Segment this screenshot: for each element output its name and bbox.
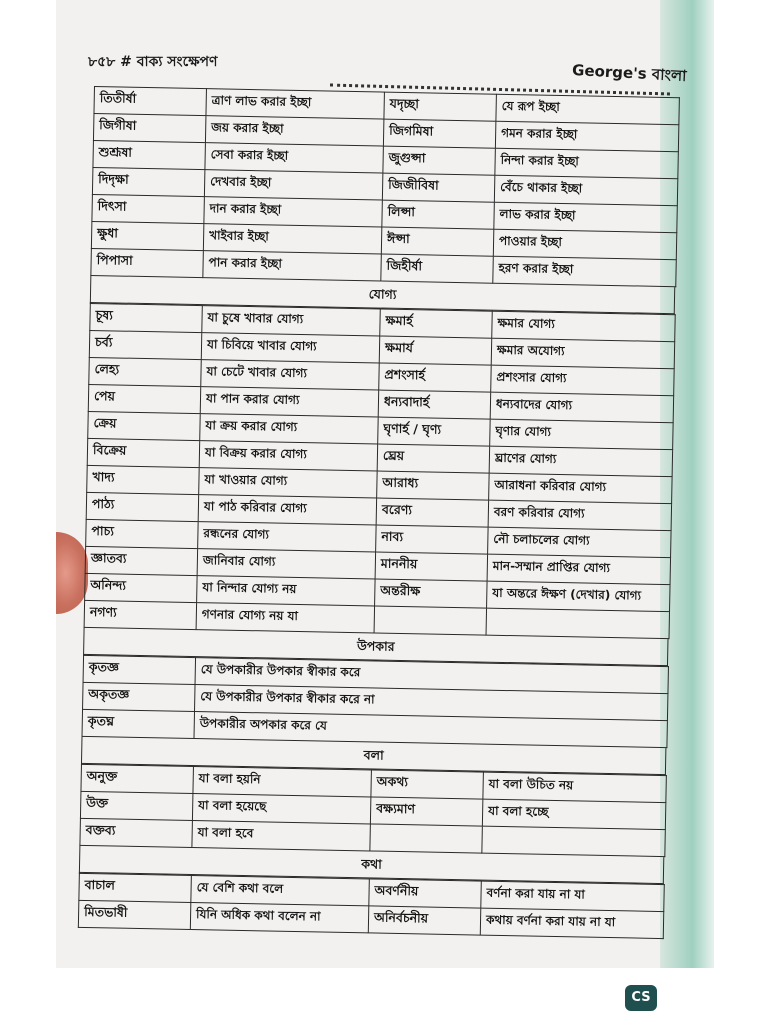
meaning-cell: জয় করার ইচ্ছা — [205, 116, 383, 146]
word-cell: অনুক্ত — [81, 764, 193, 793]
meaning-cell: বরণ করিবার যোগ্য — [488, 500, 671, 531]
word-cell: বাচাল — [79, 873, 191, 902]
word-cell: জিহীর্ষা — [381, 254, 493, 283]
meaning-cell: যা বলা হচ্ছে — [482, 799, 665, 830]
meaning-cell: নিন্দা করার ইচ্ছা — [495, 148, 678, 179]
word-cell: মাননীয় — [375, 552, 487, 581]
word-cell: অকৃতজ্ঞ — [83, 682, 195, 711]
meaning-cell: মান-সম্মান প্রাপ্তির যোগ্য — [487, 554, 670, 585]
meaning-cell: যা চেটে খাবার যোগ্য — [201, 360, 379, 390]
word-cell: পিপাসা — [91, 248, 203, 277]
word-cell: জিজীবিষা — [382, 173, 494, 202]
word-cell: পাচ্য — [86, 519, 198, 548]
word-cell: জিগমিষা — [383, 119, 495, 148]
meaning-cell — [482, 826, 665, 857]
meaning-cell: যে উপকারীর উপকার স্বীকার করে না — [195, 685, 668, 721]
word-cell: লেহ্য — [89, 357, 201, 386]
word-cell: নগণ্য — [84, 600, 196, 629]
word-cell: ঈপ্সা — [381, 227, 493, 256]
word-cell: পাঠ্য — [86, 492, 198, 521]
word-cell: দিৎসা — [92, 194, 204, 223]
word-cell: পেয় — [88, 384, 200, 413]
meaning-cell: খাইবার ইচ্ছা — [203, 224, 381, 254]
word-cell: বিক্রেয় — [87, 438, 199, 467]
meaning-cell: যে রূপ ইচ্ছা — [496, 94, 679, 125]
word-cell — [374, 606, 486, 635]
meaning-cell: সেবা করার ইচ্ছা — [205, 143, 383, 173]
word-cell: জিগীষা — [93, 114, 205, 143]
word-cell: বক্ষ্যমাণ — [370, 797, 482, 826]
word-cell: ঘ্রেয় — [377, 444, 489, 473]
word-cell: বক্তব্য — [80, 818, 192, 847]
word-cell: ঘৃণার্হ / ঘৃণ্য — [378, 417, 490, 446]
meaning-cell: যে বেশি কথা বলে — [191, 876, 369, 906]
word-cell: উক্ত — [80, 791, 192, 820]
word-cell: জুগুপ্সা — [383, 146, 495, 175]
page-header-left: ৮৫৮ # বাক্য সংক্ষেপণ — [88, 54, 218, 70]
word-cell: চূষ্য — [90, 303, 202, 332]
meaning-cell: গমন করার ইচ্ছা — [495, 121, 678, 152]
meaning-cell: লাভ করার ইচ্ছা — [494, 202, 677, 233]
meaning-cell: দান করার ইচ্ছা — [204, 197, 382, 227]
section-jogyo: যোগ্য — [90, 276, 675, 314]
word-cell: শুশ্রূষা — [93, 140, 205, 169]
meaning-cell: যা চুষে খাবার যোগ্য — [202, 306, 380, 336]
word-cell — [370, 824, 482, 853]
section-upokar: উপকার — [83, 628, 668, 666]
meaning-cell: যা বলা হবে — [192, 821, 370, 851]
meaning-cell: ক্ষমার যোগ্য — [492, 311, 675, 342]
meaning-cell: রন্ধনের যোগ্য — [198, 522, 376, 552]
meaning-cell: যা খাওয়ার যোগ্য — [199, 468, 377, 498]
word-cell: ক্ষমার্হ — [380, 309, 492, 338]
meaning-cell: গণনার যোগ্য নয় যা — [196, 603, 374, 633]
word-cell: প্রশংসার্হ — [379, 363, 491, 392]
meaning-cell: যা নিন্দার যোগ্য নয় — [197, 576, 375, 606]
meaning-cell: যা পান করার যোগ্য — [200, 387, 378, 417]
meaning-cell: কথায় বর্ণনা করা যায় না যা — [480, 908, 663, 939]
meaning-cell: ক্ষমার অযোগ্য — [491, 338, 674, 369]
table-bola — [79, 764, 666, 857]
table-kotha — [78, 873, 665, 939]
meaning-cell: যিনি অধিক কথা বলেন না — [190, 903, 368, 933]
section-bola: বলা — [81, 737, 666, 775]
camscanner-logo: CS — [625, 985, 657, 1011]
meaning-cell: বেঁচে থাকার ইচ্ছা — [494, 175, 677, 206]
meaning-cell: হরণ করার ইচ্ছা — [493, 256, 676, 287]
meaning-cell: যা পাঠ করিবার যোগ্য — [198, 495, 376, 525]
meaning-cell: যা ক্রয় করার যোগ্য — [200, 414, 378, 444]
meaning-cell: যে উপকারীর উপকার স্বীকার করে — [195, 658, 668, 694]
word-cell: অন্তরীক্ষ — [375, 579, 487, 608]
word-cell: অনির্বচনীয় — [368, 906, 480, 935]
word-cell: ক্রেয় — [88, 411, 200, 440]
word-table — [78, 86, 679, 939]
meaning-cell: ধন্যবাদের যোগ্য — [490, 392, 673, 423]
meaning-cell: ঘ্রাণের যোগ্য — [489, 446, 672, 477]
word-cell: কৃতজ্ঞ — [83, 655, 195, 684]
meaning-cell: বর্ণনা করা যায় না যা — [481, 881, 664, 912]
section-kotha: কথা — [79, 846, 664, 884]
meaning-cell: যা বলা হয়নি — [193, 767, 371, 797]
word-cell: কৃতঘ্ন — [82, 709, 194, 738]
word-cell: খাদ্য — [87, 465, 199, 494]
meaning-cell: দেখবার ইচ্ছা — [204, 170, 382, 200]
word-cell: বরেণ্য — [376, 498, 488, 527]
table-jogyo — [84, 303, 676, 639]
meaning-cell: যা চিবিয়ে খাবার যোগ্য — [201, 333, 379, 363]
meaning-cell: পাওয়ার ইচ্ছা — [493, 229, 676, 260]
word-cell: জ্ঞাতব্য — [85, 546, 197, 575]
meaning-cell: ত্রাণ লাভ করার ইচ্ছা — [206, 89, 384, 119]
meaning-cell: প্রশংসার যোগ্য — [491, 365, 674, 396]
word-cell: অকথ্য — [371, 770, 483, 799]
word-cell: যদৃচ্ছা — [384, 92, 496, 121]
word-cell: দিদৃক্ষা — [92, 167, 204, 196]
word-cell: ক্ষুধা — [91, 221, 203, 250]
meaning-cell: যা বলা হয়েছে — [192, 794, 370, 824]
meaning-cell: যা বলা উচিত নয় — [483, 772, 666, 803]
word-cell: অবর্ণনীয় — [369, 879, 481, 908]
word-cell: আরাধ্য — [377, 471, 489, 500]
page-header-right: George's বাংলা — [571, 61, 688, 85]
meaning-cell — [486, 608, 669, 639]
meaning-cell: আরাধনা করিবার যোগ্য — [489, 473, 672, 504]
meaning-cell: ঘৃণার যোগ্য — [490, 419, 673, 450]
word-cell: তিতীর্ষা — [94, 87, 206, 116]
word-cell: অনিন্দ্য — [85, 573, 197, 602]
word-cell: ধন্যবাদার্হ — [378, 390, 490, 419]
word-cell: নাব্য — [376, 525, 488, 554]
word-cell: মিতভাষী — [78, 900, 190, 929]
table-upokar — [82, 655, 669, 748]
meaning-cell: উপকারীর অপকার করে যে — [194, 712, 667, 748]
meaning-cell: জানিবার যোগ্য — [197, 549, 375, 579]
word-cell: লিপ্সা — [382, 200, 494, 229]
word-cell: ক্ষমার্য — [379, 336, 491, 365]
meaning-cell: নৌ চলাচলের যোগ্য — [488, 527, 671, 558]
word-cell: চর্ব্য — [89, 330, 201, 359]
meaning-cell: যা অন্তরে ঈক্ষণ (দেখার) যোগ্য — [487, 581, 670, 612]
meaning-cell: যা বিক্রয় করার যোগ্য — [199, 441, 377, 471]
meaning-cell: পান করার ইচ্ছা — [203, 251, 381, 281]
table-icha — [90, 86, 680, 287]
